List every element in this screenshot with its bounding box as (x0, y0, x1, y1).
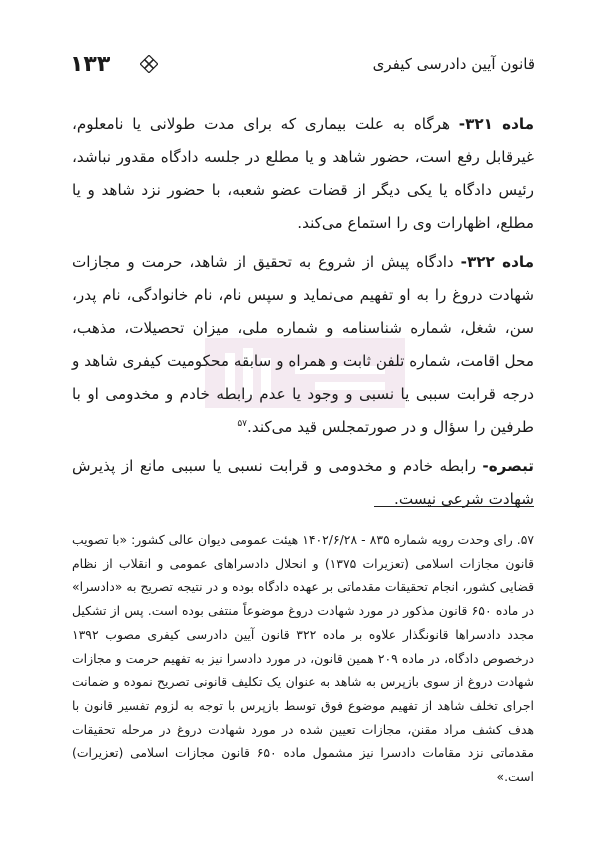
article-321-text: هرگاه به علت بیماری که برای مدت طولانی یا نامعلوم، غیرقابل رفع است، حضور شاهد و یا مطلع در جلسه دادگاه مقدور نباشد، رئیس دادگاه یا یکی دیگر از قضات عضو شعبه، با حضور نزد شاهد و یا مطلع، اظهارات وی را استماع می‌کند. (72, 115, 534, 232)
diamond-flower-ornament-icon (140, 55, 158, 73)
footnote-reference[interactable]: ۵۷ (237, 418, 248, 429)
article-321-label: ماده ۳۲۱- (458, 115, 534, 133)
footnote-text: رای وحدت رویه شماره ۸۳۵ - ۱۴۰۲/۶/۲۸ هیئت عمومی دیوان عالی کشور: «با تصویب قانون مجازات اسلامی (تعزیرات ۱۳۷۵) و انحلال دادسراهای عمومی و انقلاب از نظام قضایی کشور، انجام تحقیقات مقدماتی بر عهده دادگاه بوده و در نتیجه تصریح به «دادسرا» در ماده ۶۵۰ قانون مذکور در مورد شهادت دروغ موضوعاً منتفی بوده است. پس از تشکیل مجدد دادسراها قانونگذار علاوه بر ماده ۳۲۲ قانون آیین دادرسی کیفری مصوب ۱۳۹۲ درخصوص دادگاه، در ماده ۲۰۹ همین قانون، در مورد دادسرا نیز به تفهیم حرمت و مجازات شهادت دروغ از سوی بازپرس به شاهد به عنوان یک تکلیف قانونی تصریح نموده و ضمانت اجرای تخلف شاهد از تفهیم موضوع فوق توسط بازپرس با توجه به لزوم تفسیر قانون با هدف کشف مراد مقنن، مجازات تعیین شده در مورد شهادت دروغ در مرحله تحقیقات مقدماتی نزد مقامات دادسرا نیز مشمول ماده ۶۵۰ قانون مجازات اسلامی (تعزیرات) است.» (72, 532, 534, 785)
article-321 (72, 108, 534, 240)
page-number: ۱۳۳ (70, 52, 111, 77)
footnote-divider (374, 506, 534, 507)
article-322 (72, 246, 534, 444)
note-text: رابطه خادم و مخدومی و قرابت نسبی یا سببی مانع از پذیرش شهادت شرعی نیست. (72, 457, 534, 508)
page-header (70, 52, 535, 82)
note-label: تبصره- (482, 457, 534, 475)
footnote (72, 528, 534, 789)
footnote-number: ۵۷. (516, 532, 534, 547)
article-322-label: ماده ۳۲۲- (460, 253, 534, 271)
main-text (72, 108, 534, 522)
running-title: قانون آیین دادرسی کیفری (372, 55, 535, 73)
article-322-text: دادگاه پیش از شروع به تحقیق از شاهد، حرمت و مجازات شهادت دروغ را به او تفهیم می‌نماید و سپس نام، نام خانوادگی، نام پدر، سن، شغل، شماره شناسنامه و شماره ملی، میزان تحصیلات، مذهب، محل اقامت، شماره تلفن ثابت و همراه و سابقه محکومیت کیفری شاهد و درجه قرابت سببی یا نسبی و وجود یا عدم رابطه خادم و مخدومی او با طرفین را سؤال و در صورتمجلس قید می‌کند. (72, 253, 534, 436)
